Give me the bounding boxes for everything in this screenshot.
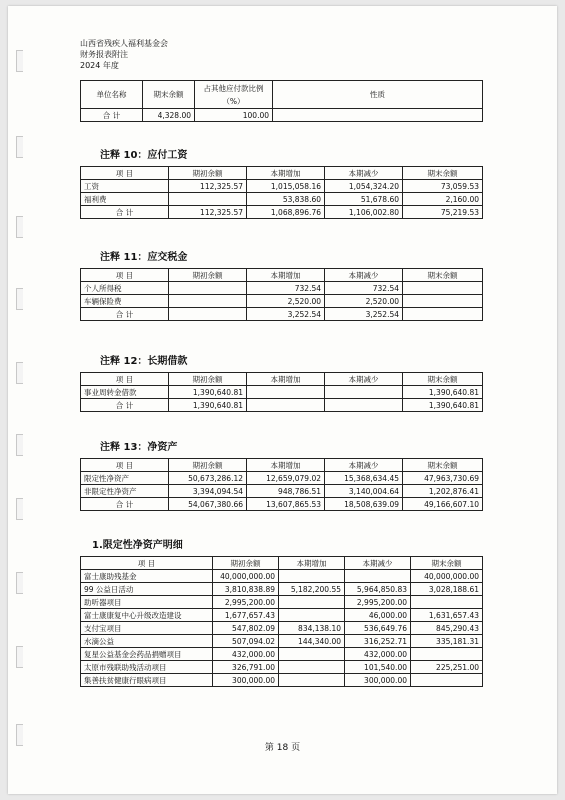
value-cell	[169, 282, 247, 295]
value-cell: 1,390,640.81	[403, 399, 483, 412]
header-cell: 期末余额	[403, 373, 483, 386]
row-label: 99 公益日活动	[81, 583, 213, 596]
table-row	[81, 206, 483, 219]
value-cell: 3,810,838.89	[213, 583, 279, 596]
header-cell: 本期减少	[325, 459, 403, 472]
value-cell	[411, 674, 483, 687]
table-row	[81, 570, 483, 583]
value-cell: 2,160.00	[403, 193, 483, 206]
binding-hole-mark	[16, 572, 23, 594]
header-cell: 期初余额	[169, 269, 247, 282]
value-cell: 1,015,058.16	[247, 180, 325, 193]
value-cell: 536,649.76	[345, 622, 411, 635]
note11-table	[80, 268, 483, 321]
value-cell: 2,995,200.00	[213, 596, 279, 609]
value-cell: 3,140,004.64	[325, 485, 403, 498]
header-cell: 期末余额	[403, 167, 483, 180]
value-cell: 3,394,094.54	[169, 485, 247, 498]
header-cell: 期初余额	[169, 459, 247, 472]
value-cell	[403, 282, 483, 295]
value-cell: 547,802.09	[213, 622, 279, 635]
value-cell: 845,290.43	[411, 622, 483, 635]
value-cell	[169, 308, 247, 321]
detail-title: 1.限定性净资产明细	[92, 540, 183, 551]
value-cell	[403, 295, 483, 308]
table-row	[81, 472, 483, 485]
table-row	[81, 661, 483, 674]
value-cell: 15,368,634.45	[325, 472, 403, 485]
total-cell: 100.00	[195, 109, 273, 122]
value-cell: 46,000.00	[345, 609, 411, 622]
binding-hole-mark	[16, 288, 23, 310]
value-cell	[411, 596, 483, 609]
value-cell	[279, 661, 345, 674]
binding-hole-mark	[16, 50, 23, 72]
total-label: 合 计	[81, 206, 169, 219]
total-label: 合 计	[81, 399, 169, 412]
header-cell: 期初余额	[213, 557, 279, 570]
table-row	[81, 609, 483, 622]
row-label: 支付宝项目	[81, 622, 213, 635]
value-cell: 54,067,380.66	[169, 498, 247, 511]
header-cell: 本期增加	[247, 459, 325, 472]
row-label: 富士康助残基金	[81, 570, 213, 583]
value-cell	[279, 648, 345, 661]
header-cell: 项 目	[81, 167, 169, 180]
total-cell	[273, 109, 483, 122]
header-cell: 本期减少	[325, 373, 403, 386]
row-label: 限定性净资产	[81, 472, 169, 485]
value-cell: 5,182,200.55	[279, 583, 345, 596]
value-cell: 300,000.00	[213, 674, 279, 687]
binding-hole-mark	[16, 498, 23, 520]
table-row	[81, 583, 483, 596]
note13-title: 注释 13：净资产	[100, 442, 178, 453]
value-cell: 732.54	[325, 282, 403, 295]
value-cell: 316,252.71	[345, 635, 411, 648]
report-year: 2024 年度	[80, 61, 119, 70]
header-cell: 期初余额	[169, 167, 247, 180]
value-cell: 1,068,896.76	[247, 206, 325, 219]
value-cell	[247, 386, 325, 399]
total-label: 合 计	[81, 109, 143, 122]
value-cell: 3,252.54	[247, 308, 325, 321]
binding-hole-mark	[16, 646, 23, 668]
value-cell: 3,028,188.61	[411, 583, 483, 596]
binding-hole-mark	[16, 216, 23, 238]
value-cell	[279, 596, 345, 609]
header-cell: 单位名称	[81, 81, 143, 109]
value-cell: 507,094.02	[213, 635, 279, 648]
value-cell: 75,219.53	[403, 206, 483, 219]
header-cell: 期末余额	[411, 557, 483, 570]
header-cell: 本期增加	[247, 167, 325, 180]
table-row	[81, 485, 483, 498]
note12-title: 注释 12：长期借款	[100, 356, 188, 367]
note12-table	[80, 372, 483, 412]
value-cell: 112,325.57	[169, 180, 247, 193]
value-cell: 51,678.60	[325, 193, 403, 206]
table-row	[81, 622, 483, 635]
value-cell: 1,390,640.81	[169, 399, 247, 412]
value-cell: 40,000,000.00	[411, 570, 483, 583]
value-cell: 948,786.51	[247, 485, 325, 498]
report-title: 财务报表附注	[80, 50, 128, 59]
row-label: 集善扶贫健康行眼病项目	[81, 674, 213, 687]
page-number: 第 18 页	[264, 743, 301, 753]
total-label: 合 计	[81, 498, 169, 511]
table-row	[81, 596, 483, 609]
value-cell: 53,838.60	[247, 193, 325, 206]
value-cell: 834,138.10	[279, 622, 345, 635]
value-cell: 2,520.00	[247, 295, 325, 308]
header-cell: 项 目	[81, 557, 213, 570]
value-cell	[411, 648, 483, 661]
note10-table	[80, 166, 483, 219]
value-cell: 1,106,002.80	[325, 206, 403, 219]
row-label: 福利费	[81, 193, 169, 206]
value-cell: 1,631,657.43	[411, 609, 483, 622]
value-cell: 300,000.00	[345, 674, 411, 687]
value-cell: 47,963,730.69	[403, 472, 483, 485]
value-cell: 13,607,865.53	[247, 498, 325, 511]
binding-hole-mark	[16, 136, 23, 158]
binding-hole-mark	[16, 362, 23, 384]
value-cell	[279, 570, 345, 583]
value-cell: 432,000.00	[213, 648, 279, 661]
value-cell: 225,251.00	[411, 661, 483, 674]
value-cell: 50,673,286.12	[169, 472, 247, 485]
header-cell: 性质	[273, 81, 483, 109]
table-row	[81, 674, 483, 687]
header-cell: 本期减少	[345, 557, 411, 570]
header-cell: 期初余额	[169, 373, 247, 386]
note13-table	[80, 458, 483, 511]
value-cell: 144,340.00	[279, 635, 345, 648]
header-cell: 项 目	[81, 269, 169, 282]
value-cell: 1,390,640.81	[169, 386, 247, 399]
table-row	[81, 193, 483, 206]
value-cell: 18,508,639.09	[325, 498, 403, 511]
header-cell: 本期减少	[325, 167, 403, 180]
table-row	[81, 282, 483, 295]
row-label: 水滴公益	[81, 635, 213, 648]
header-cell: 本期增加	[279, 557, 345, 570]
header-cell: 项 目	[81, 373, 169, 386]
row-label: 事业周转金借款	[81, 386, 169, 399]
value-cell: 101,540.00	[345, 661, 411, 674]
row-label: 助听器项目	[81, 596, 213, 609]
value-cell: 1,054,324.20	[325, 180, 403, 193]
table-row	[81, 308, 483, 321]
table-row	[81, 180, 483, 193]
value-cell: 1,677,657.43	[213, 609, 279, 622]
value-cell	[325, 386, 403, 399]
header-cell: 本期增加	[247, 373, 325, 386]
header-cell: 期末余额	[403, 269, 483, 282]
org-name: 山西省残疾人福利基金会	[80, 39, 168, 48]
value-cell	[325, 399, 403, 412]
value-cell	[345, 570, 411, 583]
other-payables-table	[80, 80, 483, 122]
value-cell: 49,166,607.10	[403, 498, 483, 511]
value-cell	[247, 399, 325, 412]
value-cell	[169, 193, 247, 206]
value-cell: 335,181.31	[411, 635, 483, 648]
row-label: 太原市残联助残活动项目	[81, 661, 213, 674]
binding-hole-mark	[16, 434, 23, 456]
value-cell: 326,791.00	[213, 661, 279, 674]
total-label: 合 计	[81, 308, 169, 321]
document-header	[80, 38, 168, 71]
value-cell: 73,059.53	[403, 180, 483, 193]
header-cell: 本期增加	[247, 269, 325, 282]
total-cell: 4,328.00	[143, 109, 195, 122]
row-label: 复星公益基金会药品捐赠项目	[81, 648, 213, 661]
note11-title: 注释 11：应交税金	[100, 252, 188, 263]
table-row	[81, 498, 483, 511]
table-row	[81, 399, 483, 412]
table-row	[81, 648, 483, 661]
header-cell: 期末余额	[143, 81, 195, 109]
row-label: 非限定性净资产	[81, 485, 169, 498]
table-row	[81, 386, 483, 399]
restricted-assets-detail-table	[80, 556, 483, 687]
row-label: 富士康康复中心升级改造建设	[81, 609, 213, 622]
value-cell: 112,325.57	[169, 206, 247, 219]
value-cell: 432,000.00	[345, 648, 411, 661]
value-cell: 1,390,640.81	[403, 386, 483, 399]
row-label: 车辆保险费	[81, 295, 169, 308]
row-label: 个人所得税	[81, 282, 169, 295]
table-row	[81, 295, 483, 308]
row-label: 工资	[81, 180, 169, 193]
value-cell	[279, 674, 345, 687]
value-cell	[169, 295, 247, 308]
value-cell: 3,252.54	[325, 308, 403, 321]
value-cell	[279, 609, 345, 622]
table-row	[81, 635, 483, 648]
header-cell: 占其他应付款比例（%）	[195, 81, 273, 109]
header-cell: 项 目	[81, 459, 169, 472]
value-cell: 732.54	[247, 282, 325, 295]
value-cell: 40,000,000.00	[213, 570, 279, 583]
value-cell: 2,520.00	[325, 295, 403, 308]
value-cell	[403, 308, 483, 321]
value-cell: 12,659,079.02	[247, 472, 325, 485]
header-cell: 期末余额	[403, 459, 483, 472]
value-cell: 5,964,850.83	[345, 583, 411, 596]
header-cell: 本期减少	[325, 269, 403, 282]
value-cell: 2,995,200.00	[345, 596, 411, 609]
note10-title: 注释 10：应付工资	[100, 150, 188, 161]
value-cell: 1,202,876.41	[403, 485, 483, 498]
